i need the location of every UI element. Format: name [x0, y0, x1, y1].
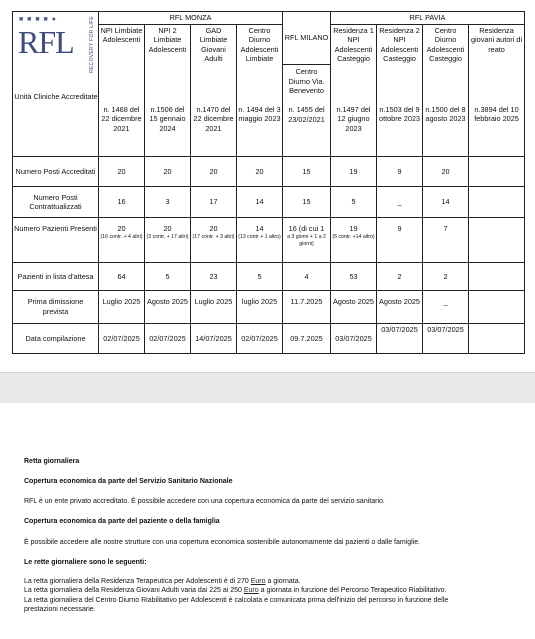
row-compilazione: [13, 324, 525, 354]
cell: 14: [423, 187, 469, 218]
col-name: Residenza giovani autori di reato: [469, 24, 525, 65]
cell: [469, 291, 525, 324]
logo-tagline: RECOVERY FOR LIFE: [89, 16, 95, 73]
paragraph-family: È possibile accedere alle nostre strutture con una copertura economica sostenibile autonomamente dai pazienti o dalle famiglie.: [24, 539, 421, 546]
col-accreditation: n.3894 del 10 febbraio 2025: [469, 65, 525, 157]
col-name: Centro Diurno Adolescenti Casteggio: [423, 24, 469, 65]
cell: 4: [283, 263, 331, 291]
col-name: NPI Limbiate Adolescenti: [99, 24, 145, 65]
cell-note: (3 contr. + 17 altri): [146, 233, 189, 240]
row-presenti: [13, 218, 525, 263]
row-label: Prima dimissione prevista: [13, 291, 99, 324]
col-name: Centro Diurno Via. Benevento: [288, 67, 325, 95]
cell: [377, 218, 423, 263]
cell: 64: [99, 263, 145, 291]
row-attesa: [13, 263, 525, 291]
cell: 20: [423, 157, 469, 187]
cell: [237, 218, 283, 263]
cell: [191, 218, 237, 263]
cell-value: 20: [209, 224, 218, 233]
cell: Luglio 2025: [191, 291, 237, 324]
row-dimissione: [13, 291, 525, 324]
cell-value: 20: [117, 224, 126, 233]
heading-ssn: Copertura economica da parte del Servizio Sanitario Nazionale: [24, 478, 233, 485]
unit-label: Unità Cliniche Accreditate: [14, 92, 98, 101]
cell: _: [423, 291, 469, 324]
col-accreditation: n. 1494 del 3 maggio 2023: [237, 65, 283, 157]
col-name: NPI 2 Limbiate Adolescenti: [145, 24, 191, 65]
row-label: Numero Posti Contrattualizzati: [13, 187, 99, 218]
document-page-2: [0, 403, 535, 639]
logo-cell: [13, 12, 99, 157]
cell: 53: [331, 263, 377, 291]
cell: 2: [423, 263, 469, 291]
col-accreditation: n.1497 del 12 giugno 2023: [331, 65, 377, 157]
rate-line-4: prestazioni necessarie.: [24, 606, 96, 613]
logo-dots: ■ ■ ■ ■ ●: [19, 16, 57, 23]
cell: 09.7.2025: [283, 324, 331, 354]
cell: 5: [331, 187, 377, 218]
text: La retta giornaliera della Residenza Giovani Adulti varia dai 225 ai 250: [24, 587, 244, 594]
cell-note: (5 contr. +14 altro): [332, 233, 375, 240]
rate-line-3: La retta giornaliera del Centro Diurno Riabilitativo per Adolescenti è calcolata e comunicata prima dell'inizio del percorso in funzione delle: [24, 597, 449, 604]
row-accreditati: [13, 157, 525, 187]
cell: 20: [145, 157, 191, 187]
cell: 5: [145, 263, 191, 291]
paragraph-ssn: RFL è un ente privato accreditato. È possibile accedere con una copertura economica da parte del servizio sanitario.: [24, 498, 385, 505]
cell-value: 16 (di cui 1: [288, 224, 325, 233]
cell-value: 9: [397, 224, 402, 233]
col-accreditation: n. 1468 del 22 dicembre 2021: [99, 65, 145, 157]
cell-note: (13 contr + 1 altro): [238, 233, 281, 240]
cell-value: 14: [255, 224, 264, 233]
cell: 20: [191, 157, 237, 187]
cell-note: (17 contr. + 3 altri): [192, 233, 235, 240]
cell-value: 20: [163, 224, 172, 233]
text: a giornata in funzione del Percorso Terapeutico Riabilitativo.: [258, 587, 447, 594]
col-accreditation: n.1500 del 8 agosto 2023: [423, 65, 469, 157]
cell: 17: [191, 187, 237, 218]
cell: 19: [331, 157, 377, 187]
col-accreditation: n. 1455 del 23/02/2021: [288, 105, 325, 124]
group-pavia: RFL PAVIA: [331, 12, 525, 25]
cell: [99, 218, 145, 263]
col-name: GAD Limbiate Giovani Adulti: [191, 24, 237, 65]
rate-line-2: [24, 586, 447, 596]
heading-rates: Le rette giornaliere sono le seguenti:: [24, 559, 147, 566]
row-contrattualizzati: [13, 187, 525, 218]
cell: Luglio 2025: [99, 291, 145, 324]
row-label: Pazienti in lista d'attesa: [13, 263, 99, 291]
cell: 02/07/2025: [99, 324, 145, 354]
cell-value: 19: [349, 224, 358, 233]
euro-word: Euro: [243, 587, 259, 594]
col-accreditation: n.1506 del 15 gennaio 2024: [145, 65, 191, 157]
cell: 02/07/2025: [237, 324, 283, 354]
col-name: Residenza 1 NPI Adolescenti Casteggio: [331, 24, 377, 65]
cell: [283, 218, 331, 263]
cell-note: (16 contr. + 4 altri): [100, 233, 143, 240]
group-milano: RFL MILANO: [283, 12, 331, 65]
cell: 03/07/2025: [331, 324, 377, 354]
cell: [423, 218, 469, 263]
cell: 03/07/2025: [377, 324, 423, 354]
cell: 15: [283, 157, 331, 187]
cell: 20: [99, 157, 145, 187]
cell: 9: [377, 157, 423, 187]
row-label: Data compilazione: [13, 324, 99, 354]
cell: 23: [191, 263, 237, 291]
cell: 14: [237, 187, 283, 218]
cell: 15: [283, 187, 331, 218]
heading-family: Copertura economica da parte del paziente o della famiglia: [24, 518, 220, 525]
cell: 3: [145, 187, 191, 218]
row-label: Numero Pazienti Presenti: [13, 218, 99, 263]
col-accreditation: n.1470 del 22 dicembre 2021: [191, 65, 237, 157]
col-accreditation: n.1503 del 9 ottobre 2023: [377, 65, 423, 157]
cell: [145, 218, 191, 263]
text: a giornata.: [265, 578, 301, 585]
cell: 20: [237, 157, 283, 187]
group-monza: RFL MONZA: [99, 12, 283, 25]
heading-retta: Retta giornaliera: [24, 458, 80, 465]
cell: Agosto 2025: [145, 291, 191, 324]
cell: 2: [377, 263, 423, 291]
cell: [469, 218, 525, 263]
col-name-milano: [283, 65, 331, 157]
text: La retta giornaliera della Residenza Terapeutica per Adolescenti è di 270: [24, 578, 251, 585]
cell: [331, 218, 377, 263]
row-label: Numero Posti Accreditati: [13, 157, 99, 187]
euro-word: Euro: [250, 578, 266, 585]
cell: 03/07/2025: [423, 324, 469, 354]
cell: 14/07/2025: [191, 324, 237, 354]
cell: [469, 187, 525, 218]
cell: [469, 157, 525, 187]
cell: Agosto 2025: [331, 291, 377, 324]
page-break: [0, 372, 535, 404]
logo-text: RFL: [18, 24, 74, 60]
structures-table: [12, 11, 525, 354]
cell: [469, 263, 525, 291]
cell: 16: [99, 187, 145, 218]
cell: _: [377, 187, 423, 218]
cell: Agosto 2025: [377, 291, 423, 324]
cell: [469, 324, 525, 354]
cell: 5: [237, 263, 283, 291]
cell: luglio 2025: [237, 291, 283, 324]
cell-value: 7: [443, 224, 448, 233]
cell-note: a 3 giorni + 1 a 2 giorni): [287, 233, 326, 247]
col-name: Centro Diurno Adolescenti Limbiate: [237, 24, 283, 65]
col-name: Residenza 2 NPI Adolescenti Casteggio: [377, 24, 423, 65]
cell: 02/07/2025: [145, 324, 191, 354]
cell: 11.7.2025: [283, 291, 331, 324]
